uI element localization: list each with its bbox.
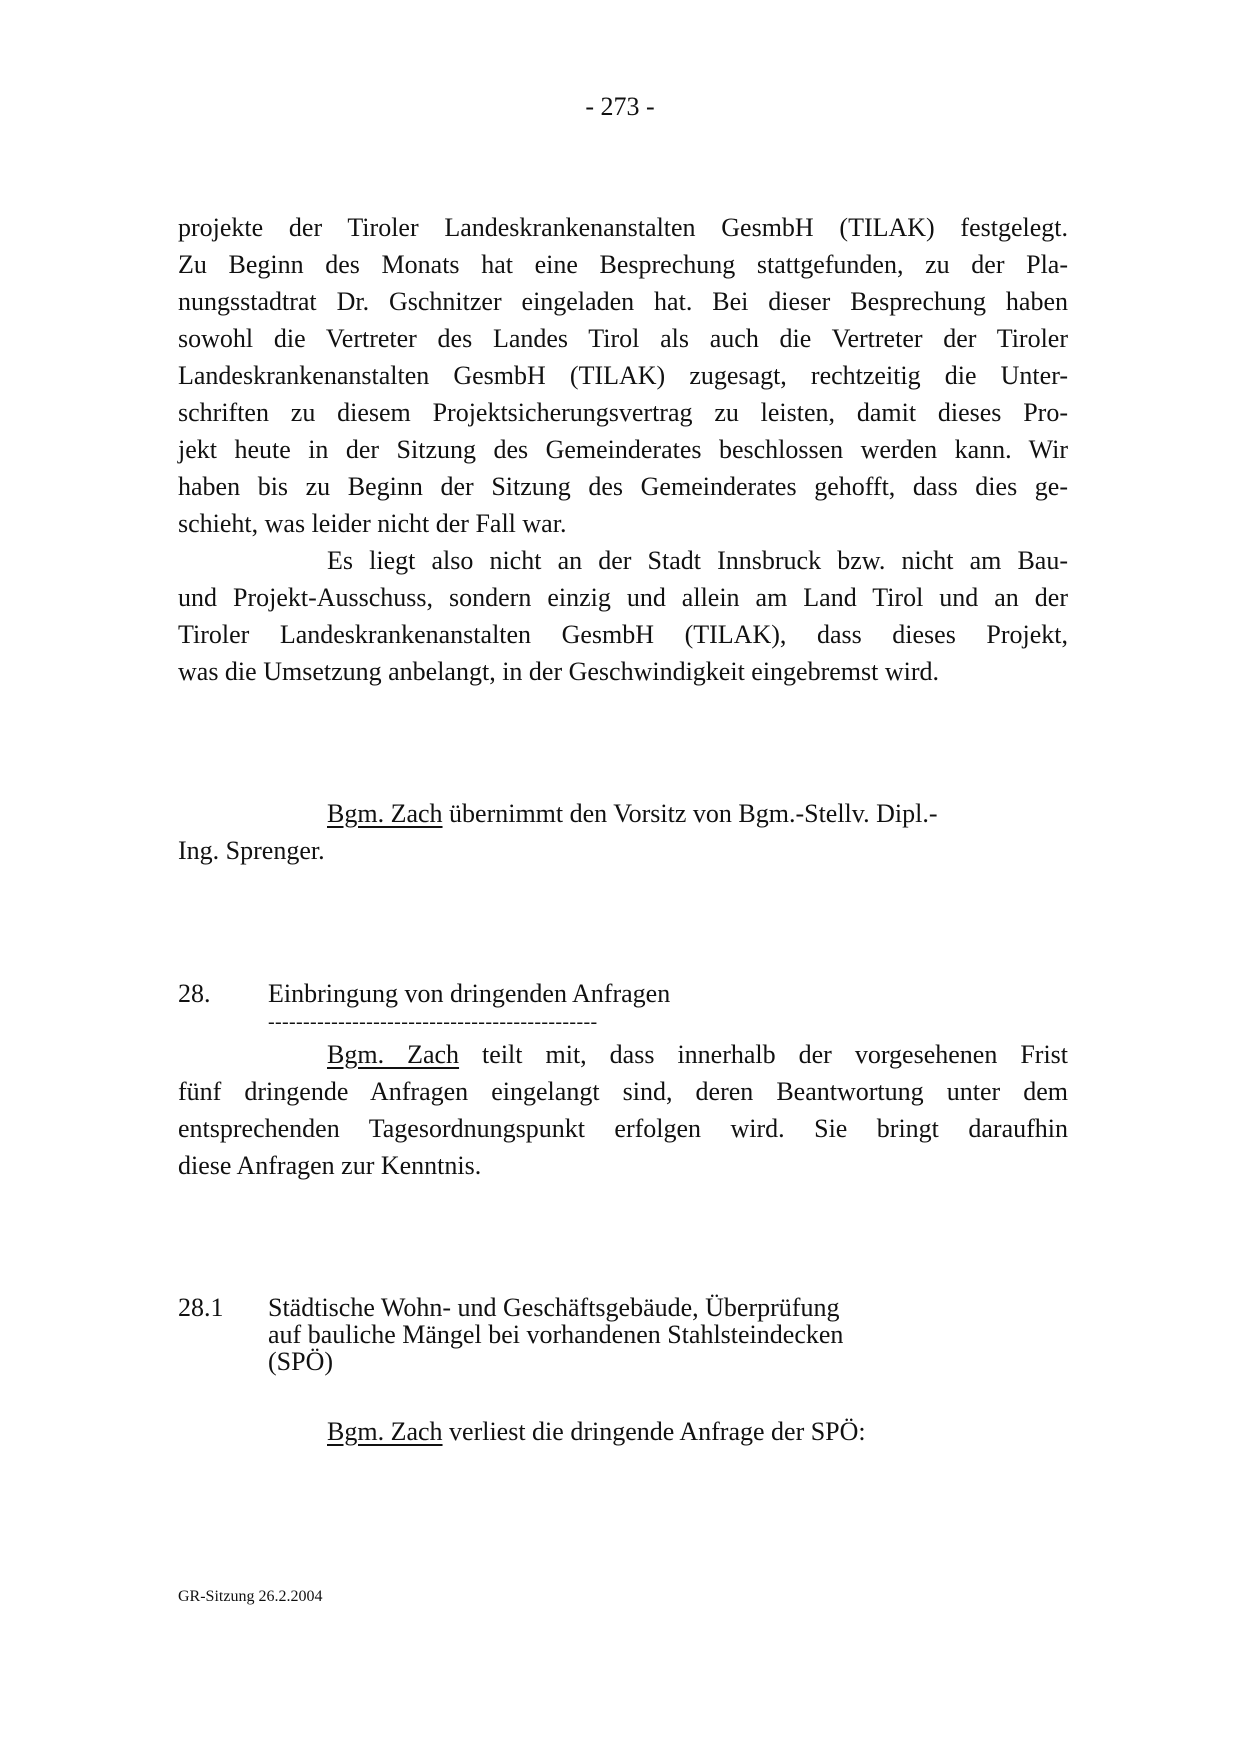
title-underline-dashes: ----------------------------------------------- (268, 1011, 598, 1033)
paragraph-line: fünf dringende Anfragen eingelangt sind, deren Beantwortung unter dem (178, 1077, 1068, 1106)
paragraph-line: was die Umsetzung anbelangt, in der Geschwindigkeit eingebremst wird. (178, 657, 940, 686)
paragraph-line: schieht, was leider nicht der Fall war. (178, 509, 567, 538)
speaker-name: Bgm. Zach (327, 1417, 443, 1446)
paragraph-line: schriften zu diesem Projektsicherungsvertrag zu leisten, damit dieses Pro- (178, 398, 1068, 427)
paragraph-line: projekte der Tiroler Landeskrankenanstalten GesmbH (TILAK) festgelegt. (178, 213, 1068, 242)
section-number: 28.1 (178, 1293, 224, 1322)
paragraph-line: Es liegt also nicht an der Stadt Innsbruck bzw. nicht am Bau- (327, 546, 1068, 575)
paragraph-line: Zu Beginn des Monats hat eine Besprechung stattgefunden, zu der Pla- (178, 250, 1068, 279)
section-title-line: (SPÖ) (268, 1347, 334, 1376)
footer: GR-Sitzung 26.2.2004 (178, 1588, 323, 1605)
section-number: 28. (178, 979, 211, 1008)
section-title: Einbringung von dringenden Anfragen (268, 979, 671, 1008)
paragraph-line: diese Anfragen zur Kenntnis. (178, 1151, 482, 1180)
page-number: - 273 - (585, 92, 655, 121)
reading-text: verliest die dringende Anfrage der SPÖ: (442, 1417, 866, 1446)
paragraph-line: haben bis zu Beginn der Sitzung des Gemeinderates gehofft, dass dies ge- (178, 472, 1068, 501)
speaker-name: Bgm. Zach (327, 799, 443, 828)
section-title-line: auf bauliche Mängel bei vorhandenen Stahlsteindecken (268, 1320, 844, 1349)
section-title-line: Städtische Wohn- und Geschäftsgebäude, Überprüfung (268, 1293, 840, 1322)
paragraph-text: teilt mit, dass innerhalb der vorgesehenen Frist (459, 1040, 1069, 1069)
paragraph-line: sowohl die Vertreter des Landes Tirol als auch die Vertreter der Tiroler (178, 324, 1068, 353)
reading-line (327, 1417, 1068, 1447)
paragraph-line: und Projekt-Ausschuss, sondern einzig und allein am Land Tirol und an der (178, 583, 1068, 612)
speaker-name: Bgm. Zach (327, 1040, 460, 1069)
chair-change-line (327, 799, 1068, 829)
paragraph-line: nungsstadtrat Dr. Gschnitzer eingeladen hat. Bei dieser Besprechung haben (178, 287, 1068, 316)
chair-change-line-2: Ing. Sprenger. (178, 836, 325, 865)
paragraph-line (327, 1040, 1068, 1070)
paragraph-line: entsprechenden Tagesordnungspunkt erfolgen wird. Sie bringt daraufhin (178, 1114, 1068, 1143)
paragraph-line: jekt heute in der Sitzung des Gemeinderates beschlossen werden kann. Wir (178, 435, 1068, 464)
paragraph-line: Landeskrankenanstalten GesmbH (TILAK) zugesagt, rechtzeitig die Unter- (178, 361, 1068, 390)
paragraph-line: Tiroler Landeskrankenanstalten GesmbH (TILAK), dass dieses Projekt, (178, 620, 1068, 649)
chair-change-text: übernimmt den Vorsitz von Bgm.-Stellv. Dipl.- (442, 799, 938, 828)
